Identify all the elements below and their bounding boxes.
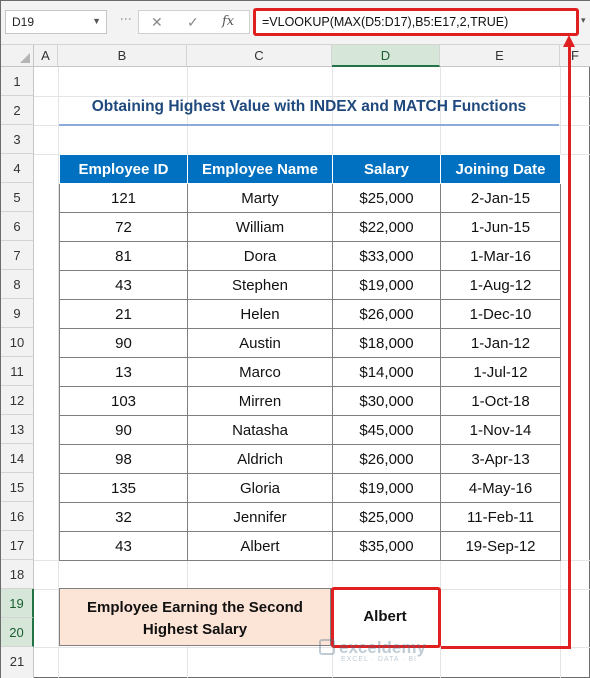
cell-employee-id[interactable]: 121 xyxy=(60,184,188,213)
cell-employee-name[interactable]: Jennifer xyxy=(188,503,333,532)
header-joining-date[interactable]: Joining Date xyxy=(441,155,561,184)
cell-salary[interactable]: $22,000 xyxy=(333,213,441,242)
select-all-button[interactable] xyxy=(1,45,34,67)
cell-employee-name[interactable]: Albert xyxy=(188,532,333,561)
cell-employee-name[interactable]: Gloria xyxy=(188,474,333,503)
row-header-14[interactable]: 14 xyxy=(1,444,34,473)
cell-employee-id[interactable]: 135 xyxy=(60,474,188,503)
cell-joining-date[interactable]: 1-Jul-12 xyxy=(441,358,561,387)
cell-joining-date[interactable]: 1-Aug-12 xyxy=(441,271,561,300)
cell-salary[interactable]: $45,000 xyxy=(333,416,441,445)
column-header-c[interactable]: C xyxy=(187,45,332,67)
column-header-a[interactable]: A xyxy=(34,45,58,67)
cell-salary[interactable]: $26,000 xyxy=(333,445,441,474)
sheet-title[interactable]: Obtaining Highest Value with INDEX and MATCH Functions xyxy=(91,98,527,115)
cell-employee-id[interactable]: 90 xyxy=(60,329,188,358)
cell-employee-name[interactable]: Aldrich xyxy=(188,445,333,474)
watermark-tagline: EXCEL · DATA · BI xyxy=(341,656,417,663)
cell-employee-name[interactable]: Stephen xyxy=(188,271,333,300)
header-employee-name[interactable]: Employee Name xyxy=(188,155,333,184)
cell-employee-id[interactable]: 72 xyxy=(60,213,188,242)
cell-joining-date[interactable]: 1-Jan-12 xyxy=(441,329,561,358)
cell-joining-date[interactable]: 2-Jan-15 xyxy=(441,184,561,213)
cell-employee-name[interactable]: Mirren xyxy=(188,387,333,416)
cell-salary[interactable]: $25,000 xyxy=(333,503,441,532)
row-header-21[interactable]: 21 xyxy=(1,647,34,678)
cell-employee-name[interactable]: Natasha xyxy=(188,416,333,445)
cell-employee-name[interactable]: Dora xyxy=(188,242,333,271)
row-header-18[interactable]: 18 xyxy=(1,560,34,589)
cell-salary[interactable]: $26,000 xyxy=(333,300,441,329)
row-header-4[interactable]: 4 xyxy=(1,154,34,183)
cell-employee-id[interactable]: 13 xyxy=(60,358,188,387)
gridline xyxy=(34,96,590,97)
connector-line xyxy=(441,646,571,649)
column-header-b[interactable]: B xyxy=(58,45,187,67)
cell-salary[interactable]: $19,000 xyxy=(333,474,441,503)
table-row xyxy=(60,242,561,271)
cell-employee-id[interactable]: 32 xyxy=(60,503,188,532)
cell-employee-id[interactable]: 90 xyxy=(60,416,188,445)
watermark-brand: exceldemy xyxy=(339,638,426,657)
header-employee-id[interactable]: Employee ID xyxy=(60,155,188,184)
table-row xyxy=(60,358,561,387)
title-underline xyxy=(59,124,559,126)
enter-icon[interactable]: ✓ xyxy=(187,14,199,30)
row-header-17[interactable]: 17 xyxy=(1,531,34,560)
table-row xyxy=(60,300,561,329)
result-label-cell[interactable]: Employee Earning the Second Highest Salary xyxy=(59,588,331,646)
expand-formula-bar-icon[interactable]: ▾ xyxy=(581,15,586,25)
cell-salary[interactable]: $14,000 xyxy=(333,358,441,387)
row-header-7[interactable]: 7 xyxy=(1,241,34,270)
cell-joining-date[interactable]: 4-May-16 xyxy=(441,474,561,503)
formula-buttons xyxy=(138,10,250,34)
table-row xyxy=(60,503,561,532)
row-header-9[interactable]: 9 xyxy=(1,299,34,328)
cell-employee-id[interactable]: 103 xyxy=(60,387,188,416)
cell-employee-name[interactable]: Austin xyxy=(188,329,333,358)
more-options-icon[interactable]: ⋮ xyxy=(119,13,133,26)
row-header-6[interactable]: 6 xyxy=(1,212,34,241)
insert-function-icon[interactable]: fx xyxy=(222,14,235,29)
cell-joining-date[interactable]: 3-Apr-13 xyxy=(441,445,561,474)
table-row xyxy=(60,387,561,416)
name-box-value: D19 xyxy=(12,15,35,29)
cell-employee-id[interactable]: 81 xyxy=(60,242,188,271)
cell-joining-date[interactable]: 1-Oct-18 xyxy=(441,387,561,416)
row-header-15[interactable]: 15 xyxy=(1,473,34,502)
watermark-logo xyxy=(319,638,426,663)
row-header-3[interactable]: 3 xyxy=(1,125,34,154)
row-header-2[interactable]: 2 xyxy=(1,96,34,125)
cell-salary[interactable]: $30,000 xyxy=(333,387,441,416)
header-salary[interactable]: Salary xyxy=(333,155,441,184)
row-header-19[interactable]: 19 xyxy=(1,589,34,618)
cell-joining-date[interactable]: 19-Sep-12 xyxy=(441,532,561,561)
cell-employee-name[interactable]: Marty xyxy=(188,184,333,213)
result-value-cell[interactable]: Albert xyxy=(331,588,439,646)
row-header-12[interactable]: 12 xyxy=(1,386,34,415)
row-header-13[interactable]: 13 xyxy=(1,415,34,444)
column-header-d[interactable]: D xyxy=(332,45,440,67)
cell-employee-id[interactable]: 43 xyxy=(60,532,188,561)
cell-employee-id[interactable]: 98 xyxy=(60,445,188,474)
row-header-5[interactable]: 5 xyxy=(1,183,34,212)
arrow-up-icon xyxy=(563,35,575,47)
formula-bar xyxy=(1,1,590,45)
row-header-16[interactable]: 16 xyxy=(1,502,34,531)
connector-line xyxy=(568,43,571,649)
table-row xyxy=(60,271,561,300)
cell-salary[interactable]: $25,000 xyxy=(333,184,441,213)
exceldemy-logo-icon xyxy=(319,639,335,655)
row-header-11[interactable]: 11 xyxy=(1,357,34,386)
cell-employee-name[interactable]: Helen xyxy=(188,300,333,329)
table-row xyxy=(60,445,561,474)
formula-input[interactable]: =VLOOKUP(MAX(D5:D17),B5:E17,2,TRUE) xyxy=(253,8,579,36)
column-header-f[interactable]: F xyxy=(560,45,590,67)
cancel-icon[interactable]: ✕ xyxy=(151,14,163,30)
cell-employee-name[interactable]: Marco xyxy=(188,358,333,387)
cell-employee-id[interactable]: 43 xyxy=(60,271,188,300)
table-row xyxy=(60,474,561,503)
row-header-20[interactable]: 20 xyxy=(1,618,34,647)
cell-salary[interactable]: $19,000 xyxy=(333,271,441,300)
chevron-down-icon[interactable]: ▼ xyxy=(92,16,101,26)
table-row xyxy=(60,329,561,358)
column-header-e[interactable]: E xyxy=(440,45,560,67)
cell-employee-name[interactable]: William xyxy=(188,213,333,242)
cell-joining-date[interactable]: 1-Dec-10 xyxy=(441,300,561,329)
row-header-10[interactable]: 10 xyxy=(1,328,34,357)
table-row xyxy=(60,532,561,561)
cell-employee-id[interactable]: 21 xyxy=(60,300,188,329)
row-header-1[interactable]: 1 xyxy=(1,67,34,96)
name-box[interactable] xyxy=(5,10,107,34)
cell-salary[interactable]: $35,000 xyxy=(333,532,441,561)
cell-joining-date[interactable]: 1-Mar-16 xyxy=(441,242,561,271)
table-row xyxy=(60,184,561,213)
table-header-row xyxy=(60,155,561,184)
table-row xyxy=(60,213,561,242)
cell-salary[interactable]: $33,000 xyxy=(333,242,441,271)
cell-salary[interactable]: $18,000 xyxy=(333,329,441,358)
table-row xyxy=(60,416,561,445)
row-header-8[interactable]: 8 xyxy=(1,270,34,299)
cell-joining-date[interactable]: 11-Feb-11 xyxy=(441,503,561,532)
cell-joining-date[interactable]: 1-Nov-14 xyxy=(441,416,561,445)
employee-table xyxy=(59,154,561,561)
cell-joining-date[interactable]: 1-Jun-15 xyxy=(441,213,561,242)
